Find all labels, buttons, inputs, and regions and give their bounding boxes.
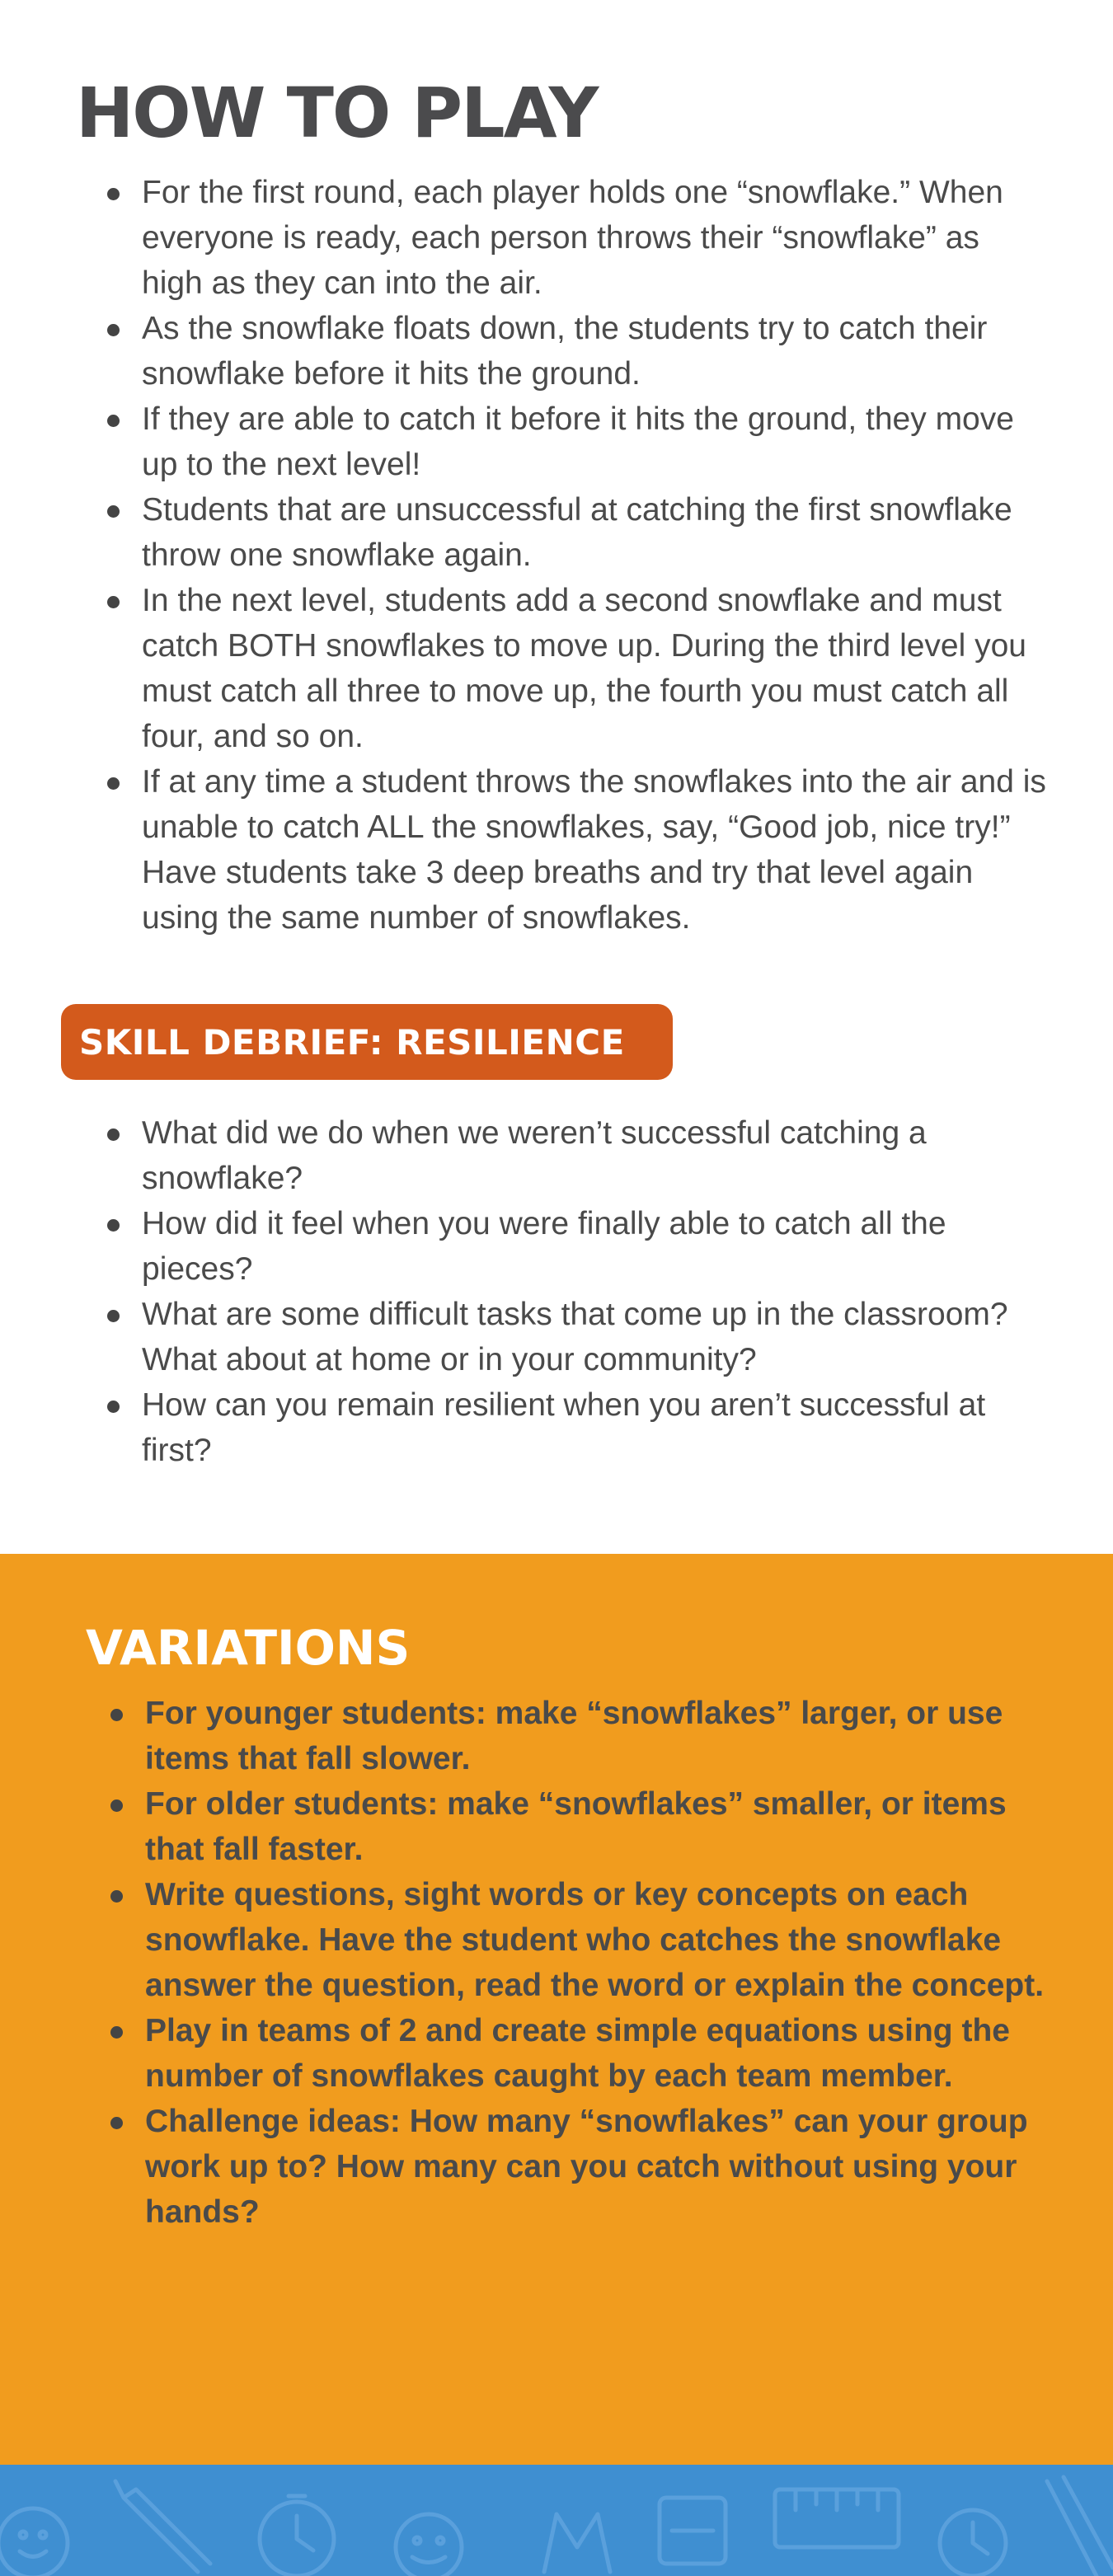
list-item: Challenge ideas: How many “snowflakes” can your group work up to? How many can you catch without using your hands?: [79, 2099, 1052, 2235]
list-item: For the first round, each player holds one “snowflake.” When everyone is ready, each person throws their “snowflake” as high as they can into the air.: [76, 170, 1049, 306]
list-item: If they are able to catch it before it hits the ground, they move up to the next level!: [76, 396, 1049, 487]
ruler-icon: [775, 2489, 899, 2547]
skill-debrief-badge: [61, 1004, 673, 1080]
stopwatch-icon: [940, 2510, 1006, 2576]
square-icon: [660, 2498, 726, 2564]
list-item: Students that are unsuccessful at catching the first snowflake throw one snowflake again.: [76, 487, 1049, 578]
list-item: How can you remain resilient when you aren’t successful at first?: [76, 1382, 1049, 1473]
how-to-play-list: [76, 170, 1049, 941]
skill-debrief-title: SKILL DEBRIEF: RESILIENCE: [79, 1021, 625, 1063]
list-item: What did we do when we weren’t successful catching a snowflake?: [76, 1110, 1049, 1201]
skill-debrief-list: [76, 1110, 1049, 1473]
list-item: Write questions, sight words or key concepts on each snowflake. Have the student who catches the snowflake answer the question, read the word or explain the concept.: [79, 1872, 1052, 2008]
list-item: Play in teams of 2 and create simple equations using the number of snowflakes caught by each team member.: [79, 2008, 1052, 2099]
list-item: For older students: make “snowflakes” smaller, or items that fall faster.: [79, 1781, 1052, 1872]
list-item: What are some difficult tasks that come up in the classroom? What about at home or in your community?: [76, 1292, 1049, 1382]
variations-title: VARIATIONS: [86, 1620, 411, 1676]
list-item: If at any time a student throws the snowflakes into the air and is unable to catch ALL the snowflakes, say, “Good job, nice try!” Have students take 3 deep breaths and try that level again using the same number of snowflakes.: [76, 759, 1049, 941]
pencil-icon: [1047, 2477, 1113, 2576]
how-to-play-title: HOW TO PLAY: [76, 73, 598, 153]
pencil-icon: [115, 2481, 210, 2572]
list-item: In the next level, students add a second snowflake and must catch BOTH snowflakes to move up. During the third level you must catch all three to move up, the fourth you must catch all four, and so on.: [76, 578, 1049, 759]
variations-section: [0, 1554, 1113, 2465]
letter-icon: [544, 2514, 610, 2572]
list-item: As the snowflake floats down, the students try to catch their snowflake before it hits the ground.: [76, 306, 1049, 396]
stopwatch-icon: [260, 2496, 334, 2576]
footer-pattern-band: [0, 2465, 1113, 2576]
circle-face-icon: [0, 2508, 68, 2576]
circle-face-icon: [396, 2514, 462, 2576]
footer-pattern: [0, 2465, 1113, 2576]
list-item: For younger students: make “snowflakes” larger, or use items that fall slower.: [79, 1691, 1052, 1781]
variations-list: [79, 1691, 1052, 2235]
list-item: How did it feel when you were finally able to catch all the pieces?: [76, 1201, 1049, 1292]
